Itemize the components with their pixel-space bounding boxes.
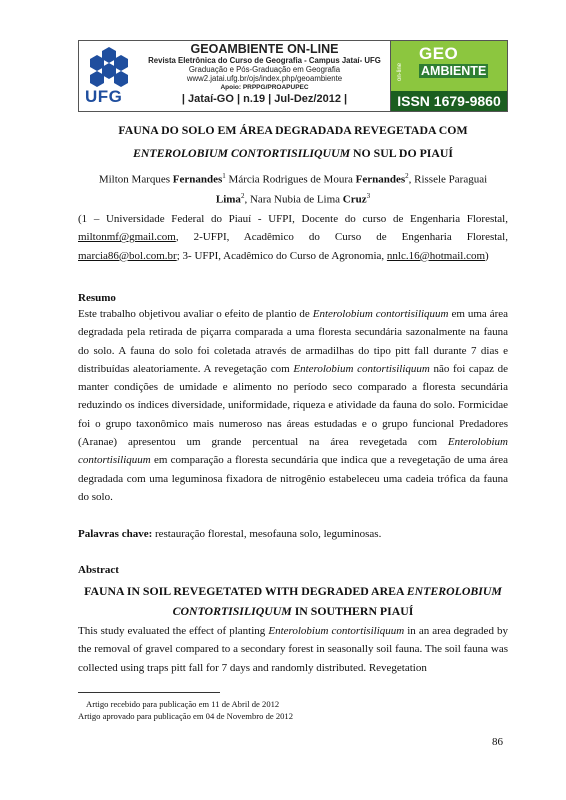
ufg-hexagon-icon (79, 43, 139, 93)
keywords-label: Palavras chave: (78, 528, 153, 540)
abstract-text: This study evaluated the effect of planting (78, 625, 269, 637)
abstract-text: in an area degraded by the removal of gravel compared to a secondary forest in seasonally soil fauna. The soil fauna was collected using traps pitt fall for 7 days and randomly distributed. Revegetation (78, 625, 508, 674)
resumo-text: em comparação a floresta secundária que indica que a revegetação de uma área degradada com uma leguminosa fixadora de nitrogênio estabeleceu uma cadeia trófica da fauna do solo. (78, 454, 508, 503)
journal-support: Apoio: PRPPG/PROAPUPEC (220, 84, 309, 92)
journal-header (78, 40, 508, 112)
author-given: Márcia Rodrigues de Moura (228, 173, 356, 186)
journal-issue: | Jataí-GO | n.19 | Jul-Dez/2012 | (181, 92, 348, 105)
page-number: 86 (492, 736, 503, 748)
author-surname: Fernandes (355, 173, 406, 186)
article-title-line2 (78, 144, 508, 162)
journal-subtitle: Revista Eletrônica do Curso de Geografia - Campus Jataí- UFG (148, 56, 381, 66)
email-link[interactable]: miltonmf@gmail.com (78, 231, 176, 244)
ufg-logo-text: UFG (85, 87, 123, 106)
affil-line3: ; 3- UFPI, Acadêmico do Curso de Agronomia, (176, 249, 387, 262)
en-title-species: ENTEROLOBIUM (406, 584, 502, 598)
geoambiente-logo (390, 41, 507, 111)
geo-word: GEO (419, 44, 459, 63)
footnote-approved: Artigo aprovado para publicação em 04 de Novembro de 2012 (78, 711, 294, 721)
en-title-species: CONTORTISILIQUUM (172, 604, 292, 618)
footnote-divider (78, 692, 220, 693)
author-given: Nara Nubia de Lima (249, 193, 343, 206)
authors-line2: Lima$^2$, Nara Nubia de Lima Cruz$^3$ (215, 192, 371, 206)
species-name: Enterolobium contortisiliquum (78, 436, 508, 467)
online-word: on-line (397, 62, 403, 81)
ambiente-word: AMBIENTE (421, 64, 487, 78)
en-title-text: FAUNA IN SOIL REVEGETATED WITH DEGRADED AREA (84, 584, 407, 598)
journal-title: GEOAMBIENTE ON-LINE (190, 42, 339, 56)
authors-line1: Milton Marques Fernandes$^1$ Márcia Rodrigues de Moura Fernandes$^2$, Rissele Paraguai (98, 172, 488, 186)
keywords (78, 525, 508, 543)
author-surname: Fernandes (172, 173, 223, 186)
journal-program: Graduação e Pós-Graduação em Geografia (188, 65, 341, 75)
email-link[interactable]: nnlc.16@hotmail.com (386, 249, 486, 262)
keywords-text: restauração florestal, mesofauna solo, leguminosas. (152, 528, 382, 540)
author-given: Milton Marques (98, 173, 173, 186)
article-title-species: ENTEROLOBIUM CONTORTISILIQUUM (133, 146, 351, 160)
journal-url: www2.jatai.ufg.br/ojs/index.php/geoambiente (186, 74, 343, 84)
affiliations (78, 210, 508, 265)
resumo-text: em uma área degradada pela retirada de piçarra comparada a uma floresta secundária sazonalmente na fauna do solo. A fauna do solo foi coletada através de armadilhas do tipo pitt fall durante 7 dias e distribuídas aleatoriamente. A revegetação com (78, 308, 508, 375)
species-name: Enterolobium contortisiliquum (312, 308, 449, 320)
header-center (139, 41, 390, 111)
author-sup: 1 (222, 172, 226, 180)
resumo-heading: Resumo (78, 292, 116, 304)
en-title-line1 (78, 582, 508, 600)
species-name: Enterolobium contortisiliquum (268, 625, 405, 637)
author-sup: 3 (366, 192, 371, 200)
email-link[interactable]: marcia86@bol.com.br (78, 249, 177, 262)
article-title-line1: FAUNA DO SOLO EM ÁREA DEGRADADA REVEGETADA COM (118, 123, 468, 137)
author-given: Rissele Paraguai (414, 173, 488, 186)
author-sup: 2 (240, 192, 245, 200)
affil-close: ) (485, 249, 489, 262)
en-title-line2 (78, 602, 508, 620)
abstract-body (78, 622, 508, 677)
species-name: Enterolobium contortisiliquum (293, 362, 430, 375)
affil-line2: , 2-UFPI, Acadêmico do Curso de Engenharia Florestal, (175, 231, 508, 244)
article-title-rest: NO SUL DO PIAUÍ (350, 146, 453, 160)
ufg-logo (79, 41, 139, 111)
resumo-text: não foi capaz de manter condições de umidade e alimento no período seco comparado a floresta secundária reduzindo os índices diversidade, uniformidade, riqueza e atividade da fauna do solo. Formicidae foi o grupo taxonômico mais numeroso nas áreas estudadas e o grupo funcional Predadores (Aranae) apresentou um grande percentual na área revegetada com (78, 362, 509, 449)
resumo-body (78, 305, 508, 506)
issn-badge: ISSN 1679-9860 (391, 91, 507, 111)
en-title-text: IN SOUTHERN PIAUÍ (291, 604, 414, 618)
abstract-heading: Abstract (78, 564, 119, 576)
footnote-received: Artigo recebido para publicação em 11 de Abril de 2012 (86, 699, 280, 709)
author-surname: Cruz (342, 193, 367, 206)
resumo-text: Este trabalho objetivou avaliar o efeito de plantio de (78, 308, 313, 320)
affil-line1: (1 – Universidade Federal do Piauí - UFPI, Docente do curso de Engenharia Florestal, (78, 213, 508, 225)
author-sup: 2 (405, 172, 409, 180)
author-surname: Lima (215, 193, 241, 206)
